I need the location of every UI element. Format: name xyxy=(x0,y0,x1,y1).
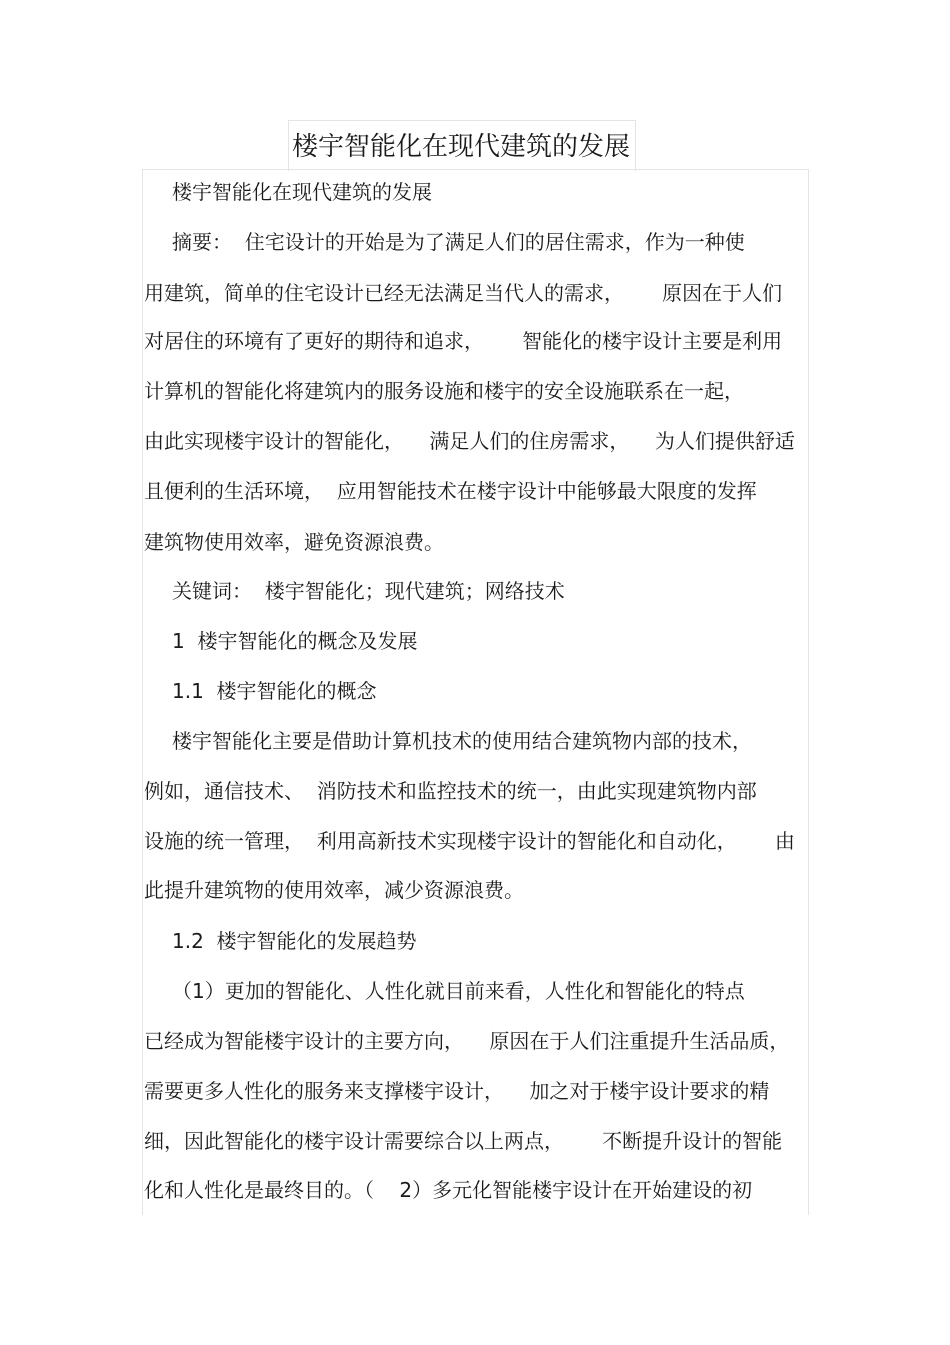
section-heading: 1 楼宇智能化的概念及发展 xyxy=(172,629,418,653)
paragraph-line: 需要更多人性化的服务来支撑楼宇设计， 加之对于楼宇设计要求的精 xyxy=(144,1079,770,1103)
abstract-line: 用建筑，简单的住宅设计已经无法满足当代人的需求， 原因在于人们 xyxy=(144,281,783,305)
abstract-line: 计算机的智能化将建筑内的服务设施和楼宇的安全设施联系在一起， xyxy=(144,379,744,403)
abstract-line: 且便利的生活环境， 应用智能技术在楼宇设计中能够最大限度的发挥 xyxy=(144,479,757,503)
paragraph-line: 楼宇智能化主要是借助计算机技术的使用结合建筑物内部的技术， xyxy=(172,729,752,753)
paragraph-line: （1）更加的智能化、人性化就目前来看，人性化和智能化的特点 xyxy=(172,979,745,1003)
paragraph-line: 已经成为智能楼宇设计的主要方向， 原因在于人们注重提升生活品质， xyxy=(144,1029,790,1053)
subtitle-line: 楼宇智能化在现代建筑的发展 xyxy=(172,180,432,204)
abstract-line: 摘要： 住宅设计的开始是为了满足人们的居住需求，作为一种使 xyxy=(172,230,745,254)
paragraph-line: 此提升建筑物的使用效率，减少资源浪费。 xyxy=(144,878,524,902)
abstract-line: 建筑物使用效率，避免资源浪费。 xyxy=(144,530,444,554)
abstract-line: 对居住的环境有了更好的期待和追求， 智能化的楼宇设计主要是利用 xyxy=(144,329,783,353)
paragraph-line: 设施的统一管理， 利用高新技术实现楼宇设计的智能化和自动化， 由 xyxy=(144,829,795,853)
abstract-line: 由此实现楼宇设计的智能化， 满足人们的住房需求， 为人们提供舒适 xyxy=(144,429,795,453)
subsection-heading: 1.1 楼宇智能化的概念 xyxy=(172,679,377,703)
keywords-line: 关键词： 楼宇智能化；现代建筑；网络技术 xyxy=(172,579,565,603)
paragraph-line: 细，因此智能化的楼宇设计需要综合以上两点， 不断提升设计的智能 xyxy=(144,1129,783,1153)
paragraph-line: 化和人性化是最终目的。（ 2）多元化智能楼宇设计在开始建设的初 xyxy=(144,1178,753,1202)
paragraph-line: 例如，通信技术、 消防技术和监控技术的统一，由此实现建筑物内部 xyxy=(144,779,757,803)
document-title: 楼宇智能化在现代建筑的发展 xyxy=(291,132,630,162)
subsection-heading: 1.2 楼宇智能化的发展趋势 xyxy=(172,929,417,953)
